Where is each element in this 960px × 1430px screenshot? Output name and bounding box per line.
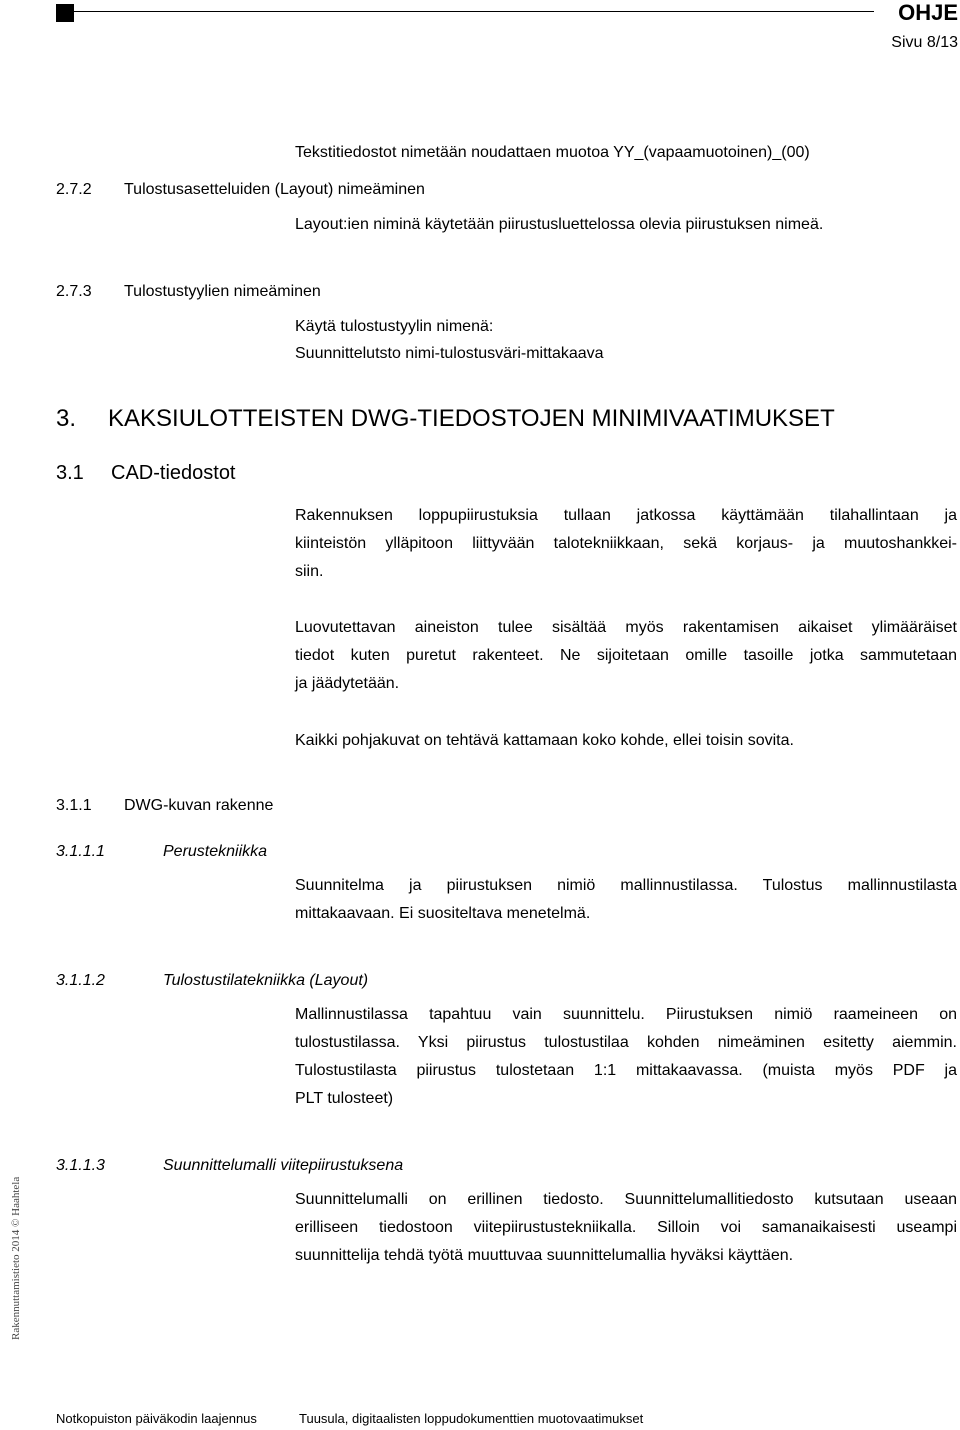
section-3-1-paragraph-1 — [295, 502, 957, 586]
section-3-1-1-2-number: 3.1.1.2 — [56, 972, 105, 989]
paragraph-line: kiinteistön ylläpitoon liittyvään talotekniikkaan, sekä korjaus- ja muutoshankkei- — [295, 535, 957, 552]
paragraph-line: Tulostustilasta piirustus tulostetaan 1:1 mittakaavassa. (muista myös PDF ja — [295, 1062, 957, 1079]
paragraph-line: siin. — [295, 563, 324, 580]
document-type: OHJE — [898, 0, 958, 25]
section-3-1-1-3-number: 3.1.1.3 — [56, 1157, 105, 1174]
paragraph-line: tulostustilassa. Yksi piirustus tulostustilaa kohden nimeäminen esitetty aiemmin. — [295, 1034, 957, 1051]
paragraph-line: ja jäädytetään. — [295, 675, 400, 692]
section-3-1-1-3-paragraph — [295, 1186, 957, 1270]
chapter-3-number: 3. — [56, 405, 77, 432]
section-3-1-1-number: 3.1.1 — [56, 797, 92, 814]
section-3-1-title: CAD-tiedostot — [111, 462, 236, 484]
paragraph-line: Luovutettavan aineiston tulee sisältää myös rakentamisen aikaiset ylimääräiset — [295, 619, 957, 636]
section-3-1-paragraph-3: Kaikki pohjakuvat on tehtävä kattamaan koko kohde, ellei toisin sovita. — [295, 732, 794, 749]
section-2-7-2-number: 2.7.2 — [56, 181, 92, 198]
section-3-1-1-1-paragraph — [295, 872, 957, 928]
paragraph-line: erilliseen tiedostoon viitepiirustustekniikalla. Silloin voi samanaikaisesti useampi — [295, 1219, 957, 1236]
page-number: Sivu 8/13 — [891, 34, 958, 51]
section-3-1-number: 3.1 — [56, 462, 84, 484]
paragraph-line: Mallinnustilassa tapahtuu vain suunnittelu. Piirustuksen nimiö raameineen on — [295, 1006, 957, 1023]
header-square-mark — [56, 4, 74, 22]
chapter-3-title: KAKSIULOTTEISTEN DWG-TIEDOSTOJEN MINIMIVAATIMUKSET — [108, 405, 835, 432]
section-2-7-3-line-1: Käytä tulostustyylin nimenä: — [295, 318, 494, 335]
paragraph-line: suunnittelija tehdä työtä muuttuvaa suunnittelumallia hyväksi käyttäen. — [295, 1247, 794, 1264]
paragraph-line: Rakennuksen loppupiirustuksia tullaan jatkossa käyttämään tilahallintaan ja — [295, 507, 957, 524]
section-3-1-paragraph-2 — [295, 614, 957, 698]
intro-text: Tekstitiedostot nimetään noudattaen muotoa YY_(vapaamuotoinen)_(00) — [295, 144, 810, 161]
section-3-1-1-title: DWG-kuvan rakenne — [124, 797, 274, 814]
paragraph-line: Suunnitelma ja piirustuksen nimiö mallinnustilassa. Tulostus mallinnustilasta — [295, 877, 957, 894]
section-3-1-1-1-number: 3.1.1.1 — [56, 843, 105, 860]
copyright-sidebar: Rakennuttamistieto 2014 © Haahtela — [10, 1176, 22, 1340]
section-2-7-2-text: Layout:ien niminä käytetään piirustusluettelossa olevia piirustuksen nimeä. — [295, 216, 824, 233]
section-2-7-3-line-2: Suunnittelutsto nimi-tulostusväri-mittakaava — [295, 345, 604, 362]
section-3-1-1-2-title: Tulostustilatekniikka (Layout) — [163, 972, 369, 989]
footer-document: Tuusula, digitaalisten loppudokumenttien muotovaatimukset — [299, 1411, 644, 1426]
paragraph-line: Suunnittelumalli on erillinen tiedosto. Suunnittelumallitiedosto kutsutaan useaan — [295, 1191, 957, 1208]
section-2-7-2-title: Tulostusasetteluiden (Layout) nimeäminen — [124, 181, 425, 198]
header-rule — [74, 11, 874, 12]
paragraph-line: mittakaavaan. Ei suositeltava menetelmä. — [295, 905, 591, 922]
section-2-7-3-number: 2.7.3 — [56, 283, 92, 300]
paragraph-line: PLT tulosteet) — [295, 1090, 394, 1107]
footer-project: Notkopuiston päiväkodin laajennus — [56, 1411, 257, 1426]
section-3-1-1-2-paragraph — [295, 1001, 957, 1113]
section-2-7-3-title: Tulostustyylien nimeäminen — [124, 283, 321, 300]
section-3-1-1-3-title: Suunnittelumalli viitepiirustuksena — [163, 1157, 404, 1174]
section-3-1-1-1-title: Perustekniikka — [163, 843, 268, 860]
paragraph-line: tiedot kuten puretut rakenteet. Ne sijoitetaan omille tasoille jotka sammutetaan — [295, 647, 957, 664]
